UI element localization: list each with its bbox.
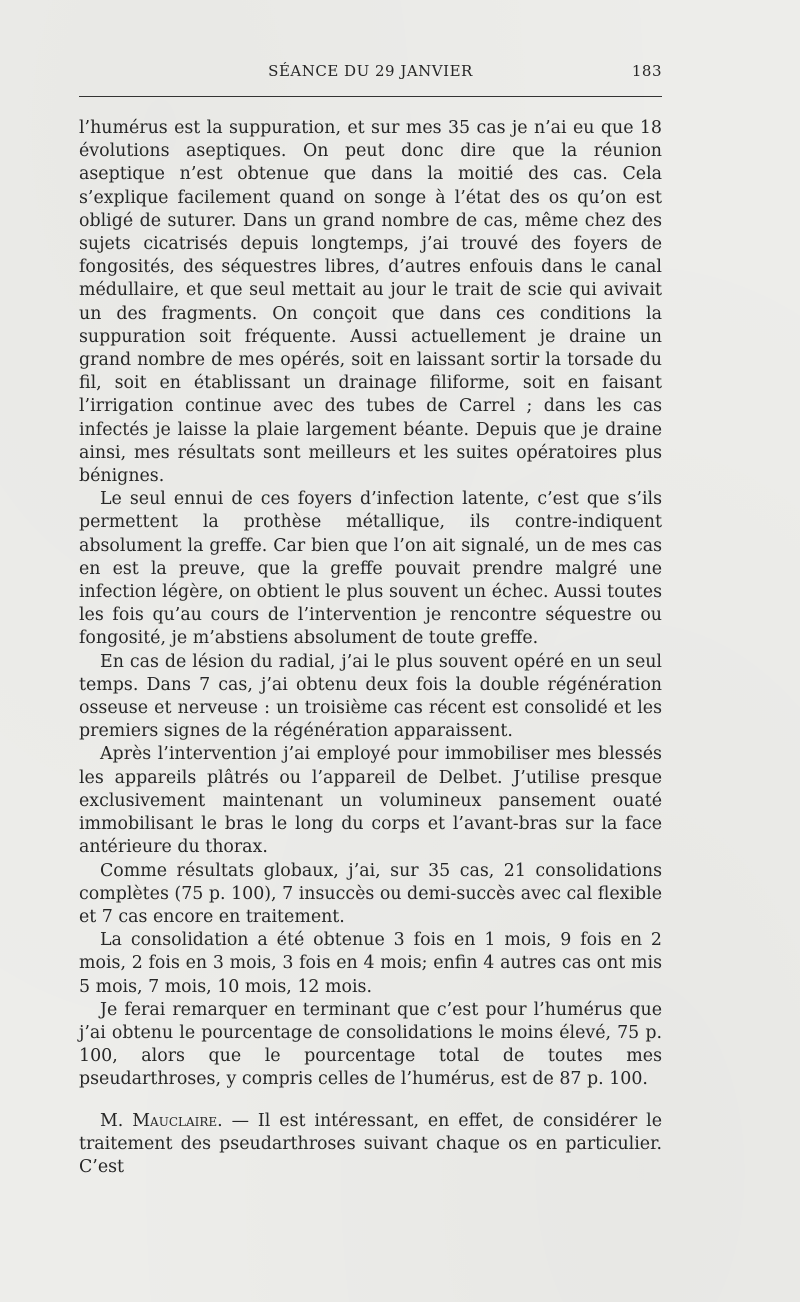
body-text xyxy=(79,117,662,1179)
page-header xyxy=(79,62,662,84)
paragraph-consolidation-times: La consolidation a été obtenue 3 fois en 1 mois, 9 fois en 2 mois, 2 fois en 3 mois, 3 fois en 4 mois; enfin 4 autres cas ont mis 5 mois, 7 mois, 10 mois, 12 mois. xyxy=(79,930,662,997)
header-rule xyxy=(79,96,662,97)
paragraph-discussion xyxy=(79,1110,662,1180)
discussion-text: — Il est intéressant, en effet, de considérer le traitement des pseudarthroses suivant chaque os en particulier. C’est xyxy=(79,1110,662,1177)
paragraph-global-results: Comme résultats globaux, j’ai, sur 35 cas, 21 consolidations complètes (75 p. 100), 7 insuccès ou demi-succès avec cal flexible et 7 cas encore en traitement. xyxy=(79,860,662,927)
paragraph-continuation: l’humérus est la suppuration, et sur mes 35 cas je n’ai eu que 18 évolutions aseptiques. On peut donc dire que la réunion aseptique n’est obtenue que dans la moitié des cas. Cela s’explique facilement quand on songe à l’état des os qu’on est obligé de suturer. Dans un grand nombre de cas, même chez des sujets cicatrisés depuis longtemps, j’ai trouvé des foyers de fongosités, des séquestres libres, d’autres enfouis dans le canal médullaire, et que seul mettait au jour le trait de scie qui avivait un des fragments. On conçoit que dans ces conditions la suppuration soit fréquente. Aussi actuellement je draine un grand nombre de mes opérés, soit en laissant sortir la torsade du fil, soit en établissant un drainage filiforme, soit en faisant l’irrigation continue avec des tubes de Carrel ; dans les cas infectés je laisse la plaie largement béante. Depuis que je draine ainsi, mes résultats sont meilleurs et les suites opératoires plus bénignes. xyxy=(79,118,662,487)
paragraph-radial-lesion: En cas de lésion du radial, j’ai le plus souvent opéré en un seul temps. Dans 7 cas, j’ai obtenu deux fois la double régénération osseuse et nerveuse : un troisième cas récent est consolidé et les premiers signes de la régénération apparaissent. xyxy=(79,651,662,742)
page-number: 183 xyxy=(631,62,662,80)
running-title: SÉANCE DU 29 JANVIER xyxy=(268,62,473,80)
paragraph-immobilisation: Après l’intervention j’ai employé pour immobiliser mes blessés les appareils plâtrés ou l’appareil de Delbet. J’utilise presque exclusivement maintenant un volumineux pansement ouaté immobilisant le bras le long du corps et l’avant-bras sur la face antérieure du thorax. xyxy=(79,744,662,858)
paragraph-conclusion: Je ferai remarquer en terminant que c’est pour l’humérus que j’ai obtenu le pourcentage de consolidations le moins élevé, 75 p. 100, alors que le pourcentage total de toutes mes pseudarthroses, y compris celles de l’humérus, est de 87 p. 100. xyxy=(79,999,662,1090)
paragraph-infection: Le seul ennui de ces foyers d’infection latente, c’est que s’ils permettent la prothèse métallique, ils contre-indiquent absolument la greffe. Car bien que l’on ait signalé, un de mes cas en est la preuve, que la greffe pouvait prendre malgré une infection légère, on obtient le plus souvent un échec. Aussi toutes les fois qu’au cours de l’intervention je rencontre séquestre ou fongosité, je m’abstiens absolument de toute greffe. xyxy=(79,489,662,649)
speaker-name: M. Mauclaire. xyxy=(100,1110,223,1131)
